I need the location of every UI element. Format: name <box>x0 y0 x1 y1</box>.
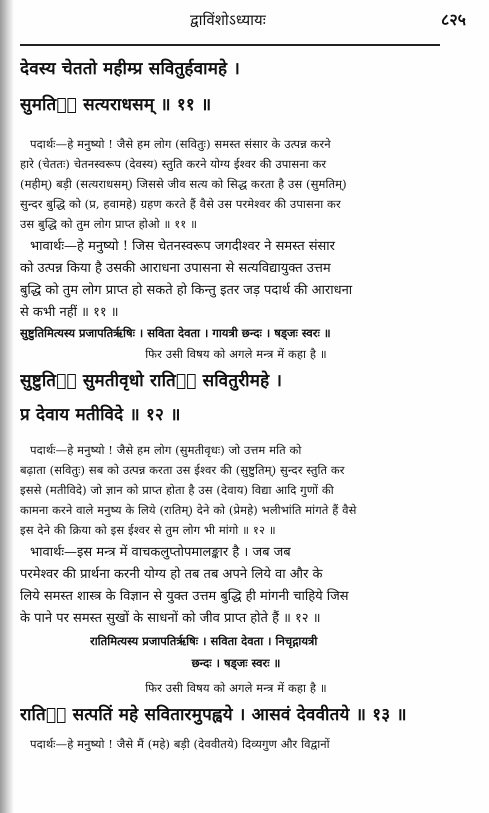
padarth-11-line-4: सुन्दर बुद्धि को (प्र, हवामहे) ग्रहण करते हैं वैसे उस परमेश्वर की उपासना कर <box>20 197 341 211</box>
header-rule <box>20 44 440 46</box>
rishi-devata-13-line-1: रातिमित्यस्य प्रजापतिर्ऋषिः । सविता देवता । निचृद्गायत्री <box>90 634 318 648</box>
padarth-12-line-3: इससे (मतीविदे) जो ज्ञान को प्राप्त होता है उस (देवाय) विद्या आदि गुणों की <box>20 483 334 497</box>
mantra-11-line-2: सुमतिᳬं सत्यराधसम् ॥ ११ ॥ <box>20 95 212 115</box>
padarth-11-line-5: उस बुद्धि को तुम लोग प्राप्त होओ ॥ ११ ॥ <box>20 217 198 231</box>
intro-12: फिर उसी विषय को अगले मन्त्र में कहा है ॥ <box>145 347 327 361</box>
padarth-12-line-2: बढ़ाता (सवितुः) सब को उत्पन्न करता उस ईश्वर की (सुष्टुतिम्) सुन्दर स्तुति कर <box>20 463 345 477</box>
mantra-13-line-1: रातिᳬं सत्पतिं महे सवितारमुपह्वये । आसवं देववीतये ॥ १३ ॥ <box>20 705 407 725</box>
bhavarth-11-line-4: से कभी नहीं ॥ ११ ॥ <box>20 305 119 320</box>
rishi-devata-13-line-2: छन्दः । षड्जः स्वरः ॥ <box>191 656 281 670</box>
page-binding-shadow <box>0 0 14 813</box>
bhavarth-12-line-2: परमेश्वर की प्रार्थना करनी योग्य हो तब तब अपने लिये वा और के <box>20 567 323 582</box>
mantra-11-line-1: देवस्य चेततो महीम्प्र सवितुर्हवामहे । <box>20 59 241 79</box>
padarth-12-line-1: पदार्थः—हे मनुष्यो ! जैसे हम लोग (सुमतीवृधः) जो उत्तम मति को <box>30 443 302 457</box>
mantra-12-line-1: सुष्टुतिᳬं सुमतीवृधो रातिᳬं सवितुरीमहे । <box>20 371 283 391</box>
padarth-11-line-1: पदार्थः—हे मनुष्यो ! जैसे हम लोग (सवितुः) समस्त संसार के उत्पन्न करने <box>30 137 331 151</box>
padarth-13-line-1: पदार्थः—हे मनुष्यो ! जैसे मैं (महे) बड़ी (देववीतये) दिव्यगुण और विद्वानों <box>30 737 330 751</box>
bhavarth-11-line-3: बुद्धि को तुम लोग प्राप्त हो सकते हो किन्तु इतर जड़ पदार्थ की आराधना <box>20 283 353 298</box>
bhavarth-12-line-4: के पाने पर समस्त सुखों के साधनों को जीव प्राप्त होते हैं ॥ १२ ॥ <box>20 611 321 626</box>
bhavarth-11-line-1: भावार्थः—हे मनुष्यो ! जिस चेतनस्वरूप जगदीश्वर ने समस्त संसार <box>30 239 335 254</box>
intro-13: फिर उसी विषय को अगले मन्त्र में कहा है ॥ <box>145 681 327 695</box>
mantra-12-line-2: प्र देवाय मतीविदे ॥ १२ ॥ <box>20 405 181 425</box>
page-number: ८२५ <box>441 10 466 29</box>
bhavarth-12-line-1: भावार्थः—इस मन्त्र में वाचकलुप्तोपमालङ्कार है । जब जब <box>30 545 291 560</box>
page-header <box>20 4 480 44</box>
padarth-12-line-5: इस देने की क्रिया को इस ईश्वर से तुम लोग भी मांगो ॥ १२ ॥ <box>20 523 276 537</box>
chapter-title: द्वाविंशोऽध्यायः <box>190 11 266 29</box>
padarth-12-line-4: कामना करने वाले मनुष्य के लिये (रातिम्) देने को (प्रेमहे) भलीभांति मांगते हैं वैसे <box>20 503 357 517</box>
padarth-11-line-3: (महीम्) बड़ी (सत्यराधसम्) जिससे जीव सत्य को सिद्ध करता है उस (सुमतिम्) <box>20 177 347 191</box>
bhavarth-11-line-2: को उत्पन्न किया है उसकी आराधना उपासना से सत्यविद्यायुक्त उत्तम <box>20 261 331 276</box>
bhavarth-12-line-3: लिये समस्त शास्त्र के विज्ञान से युक्त उत्तम बुद्धि ही मांगनी चाहिये जिस <box>20 589 349 604</box>
rishi-devata-12: सुष्टुतिमित्यस्य प्रजापतिर्ऋषिः । सविता देवता । गायत्री छन्दः । षड्जः स्वरः ॥ <box>20 326 331 340</box>
padarth-11-line-2: हारे (चेततः) चेतनस्वरूप (देवस्य) स्तुति करने योग्य ईश्वर की उपासना कर <box>20 157 327 171</box>
